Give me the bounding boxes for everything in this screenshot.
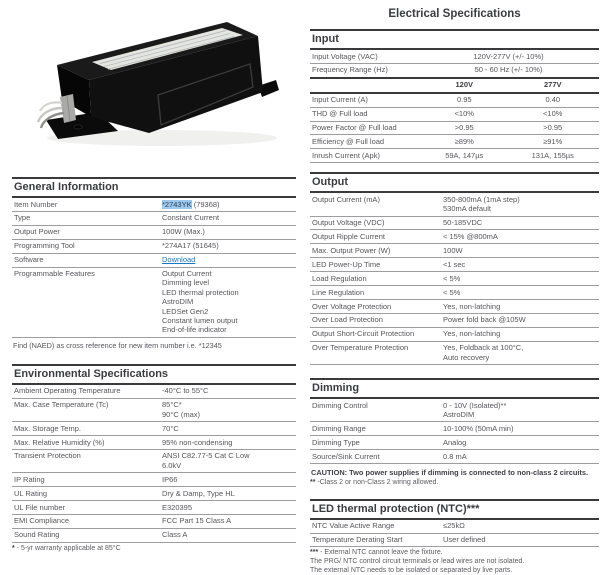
row-label: Over Load Protection (312, 315, 383, 325)
row-label: Efficiency @ Full load (312, 136, 385, 146)
spec-row: THD @ Full load <10% <10% (310, 108, 599, 122)
row-value: 100W (Max.) (162, 227, 205, 237)
spec-row: Output Ripple Current < 15% @800mA (310, 230, 599, 244)
spec-row: LED Power-Up Time <1 sec (310, 258, 599, 272)
spec-row (12, 515, 296, 529)
row-label: Max. Relative Humidity (%) (14, 437, 105, 447)
row-label: Max. Storage Temp. (14, 423, 81, 433)
row-label: Power Factor @ Full load (312, 123, 397, 133)
row-label: Transient Protection (14, 451, 81, 461)
row-label: Output Current (mA) (312, 194, 380, 204)
column-header-120v: 120V (455, 80, 474, 90)
row-value: 95% non-condensing (162, 437, 233, 447)
row-value: 50 - 60 Hz (+/- 10%) (474, 65, 543, 75)
row-item-number (12, 198, 296, 212)
row-label: Temperature Derating Start (312, 535, 403, 545)
feature-line: Constant lumen output (162, 316, 238, 326)
spec-row: Output Voltage (VDC) 50-185VDC (310, 217, 599, 231)
spec-row: Max. Output Power (W) 100W (310, 244, 599, 258)
row-label: Dimming Type (312, 437, 360, 447)
row-label: UL File number (14, 502, 65, 512)
row-value: Dry & Damp, Type HL (162, 488, 235, 498)
output-section (310, 172, 599, 365)
row-label: EMI Compliance (14, 516, 70, 526)
column-header-277v: 277V (543, 80, 562, 90)
input-title: Input (310, 29, 599, 50)
environmental-specifications-section (12, 364, 296, 553)
spec-row (12, 501, 296, 515)
row-label: Programming Tool (14, 241, 75, 251)
row-label: Output Power (14, 227, 60, 237)
row-type (12, 212, 296, 226)
feature-line: AstroDIM (162, 297, 194, 307)
row-value: 70°C (162, 423, 179, 433)
spec-row (12, 487, 296, 501)
naed-cross-reference-note: Find (NAED) as cross reference for new item number i.e. *12345 (13, 340, 222, 350)
row-label: Over Temperature Protection (312, 343, 409, 353)
ntc-footnote-3: The external NTC needs to be isolated or separated by live parts. (310, 566, 513, 574)
row-label: UL Rating (14, 488, 48, 498)
row-value (162, 269, 294, 335)
spec-row: Dimming Range 10-100% (50mA min) (310, 422, 599, 436)
row-label: Sound Rating (14, 530, 60, 540)
row-value: 120V-277V (+/- 10%) (473, 51, 544, 61)
electrical-specifications-title: Electrical Specifications (388, 8, 521, 20)
row-label: Load Regulation (312, 273, 367, 283)
row-value: -40°C to 55°C (162, 386, 209, 396)
spec-row: Efficiency @ Full load ≥89% ≥91% (310, 135, 599, 149)
spec-row: Input Current (A) 0.95 0.40 (310, 94, 599, 108)
row-label: Programmable Features (14, 269, 95, 279)
row-label: Dimming Control (312, 400, 368, 410)
row-label: Dimming Range (312, 423, 366, 433)
output-title: Output (310, 172, 599, 193)
dimming-footnote: ** -Class 2 or non-Class 2 wiring allowed. (310, 479, 439, 487)
spec-row (12, 399, 296, 422)
row-label: Line Regulation (312, 287, 365, 297)
row-value: 85°C* 90°C (max) (162, 400, 201, 419)
row-label: IP Rating (14, 474, 45, 484)
row-value: ANSI C82.77-5 Cat C Low 6.0kV (162, 451, 250, 470)
row-label: Input Voltage (VAC) (312, 51, 378, 61)
row-value: *274A17 (51645) (162, 241, 219, 251)
row-label: Output Voltage (VDC) (312, 218, 385, 228)
item-number-rest: (79368) (191, 199, 220, 209)
row-programming-tool (12, 240, 296, 254)
spec-row: Over Load Protection Power fold back @105W (310, 314, 599, 328)
spec-row: Power Factor @ Full load >0.95 >0.95 (310, 122, 599, 136)
feature-line: LED thermal protection (162, 287, 239, 297)
feature-line: End-of-life indicator (162, 325, 227, 335)
spec-row: Load Regulation < 5% (310, 272, 599, 286)
spec-row: Over Temperature Protection Yes, Foldback at 100°C, Auto recovery (310, 342, 599, 365)
row-label: Over Voltage Protection (312, 301, 392, 311)
spec-row: Temperature Derating Start User defined (310, 534, 599, 548)
feature-line: Output Current (162, 269, 212, 279)
spec-row (12, 529, 296, 543)
spec-row (12, 450, 296, 473)
row-label: LED Power-Up Time (312, 259, 381, 269)
spec-row: Source/Sink Current 0.8 mA (310, 450, 599, 464)
spec-row: Dimming Control 0 - 10V (Isolated)** AstroDIM (310, 399, 599, 422)
spec-row: Dimming Type Analog (310, 436, 599, 450)
ntc-section (310, 499, 599, 575)
row-value: Class A (162, 530, 188, 540)
general-information-section (12, 177, 296, 350)
spec-row: Over Voltage Protection Yes, non-latching (310, 300, 599, 314)
row-value (162, 200, 294, 209)
row-software (12, 254, 296, 268)
item-number-highlight: *2743YK (162, 199, 192, 209)
row-programmable-features (12, 268, 296, 338)
row-label: Ambient Operating Temperature (14, 386, 121, 396)
ntc-footnote-2: The PRG/ NTC control circuit terminals or lead wires are not isolated. (310, 558, 525, 566)
row-label: Type (14, 213, 31, 223)
row-label: Frequency Range (Hz) (312, 65, 388, 75)
row-label: THD @ Full load (312, 109, 368, 119)
software-download-link[interactable]: Download (162, 255, 196, 265)
row-label: Output Ripple Current (312, 231, 385, 241)
spec-row: Inrush Current (Apk) 59A, 147µs 131A, 155µs (310, 149, 599, 163)
dimming-section (310, 378, 599, 488)
general-information-title: General Information (12, 177, 296, 198)
row-output-power (12, 226, 296, 240)
row-label: Software (14, 255, 44, 265)
row-label: Input Current (A) (312, 95, 368, 105)
spec-row (12, 473, 296, 487)
spec-row: Output Current (mA) 350-800mA (1mA step) 530mA default (310, 193, 599, 216)
spec-row: NTC Value Active Range ≤25kΩ (310, 520, 599, 534)
dimming-title: Dimming (310, 378, 599, 399)
spec-row (12, 385, 296, 399)
product-image (12, 0, 296, 168)
spec-row: Output Short-Circuit Protection Yes, non-latching (310, 328, 599, 342)
row-value: IP66 (162, 474, 178, 484)
warranty-footnote: * - 5-yr warranty applicable at 85°C (12, 544, 121, 552)
feature-line: LEDSet Gen2 (162, 306, 209, 316)
left-column (12, 0, 296, 553)
feature-line: Dimming level (162, 278, 210, 288)
spec-row (12, 422, 296, 436)
row-label: Output Short-Circuit Protection (312, 329, 415, 339)
row-label: NTC Value Active Range (312, 521, 395, 531)
row-label: Item Number (14, 199, 58, 209)
row-label: Inrush Current (Apk) (312, 150, 380, 160)
right-column (310, 6, 599, 575)
row-value: Constant Current (162, 213, 220, 223)
dimming-caution: CAUTION: Two power supplies if dimming is connected to non-class 2 circuits. (311, 468, 589, 478)
row-label: Max. Output Power (W) (312, 245, 391, 255)
input-section (310, 29, 599, 163)
spec-row (310, 64, 599, 79)
row-value: E320395 (162, 502, 193, 512)
ntc-title: LED thermal protection (NTC)*** (310, 499, 599, 520)
environmental-specifications-title: Environmental Specifications (12, 364, 296, 385)
row-value (162, 255, 294, 264)
spec-row: Line Regulation < 5% (310, 286, 599, 300)
row-label: Source/Sink Current (312, 451, 380, 461)
voltage-column-header-row (310, 79, 599, 94)
ntc-footnote-1: *** - External NTC cannot leave the fixture. (310, 549, 443, 557)
spec-row (310, 50, 599, 64)
spec-row (12, 436, 296, 450)
row-value: FCC Part 15 Class A (162, 516, 232, 526)
row-label: Max. Case Temperature (Tc) (14, 400, 109, 410)
